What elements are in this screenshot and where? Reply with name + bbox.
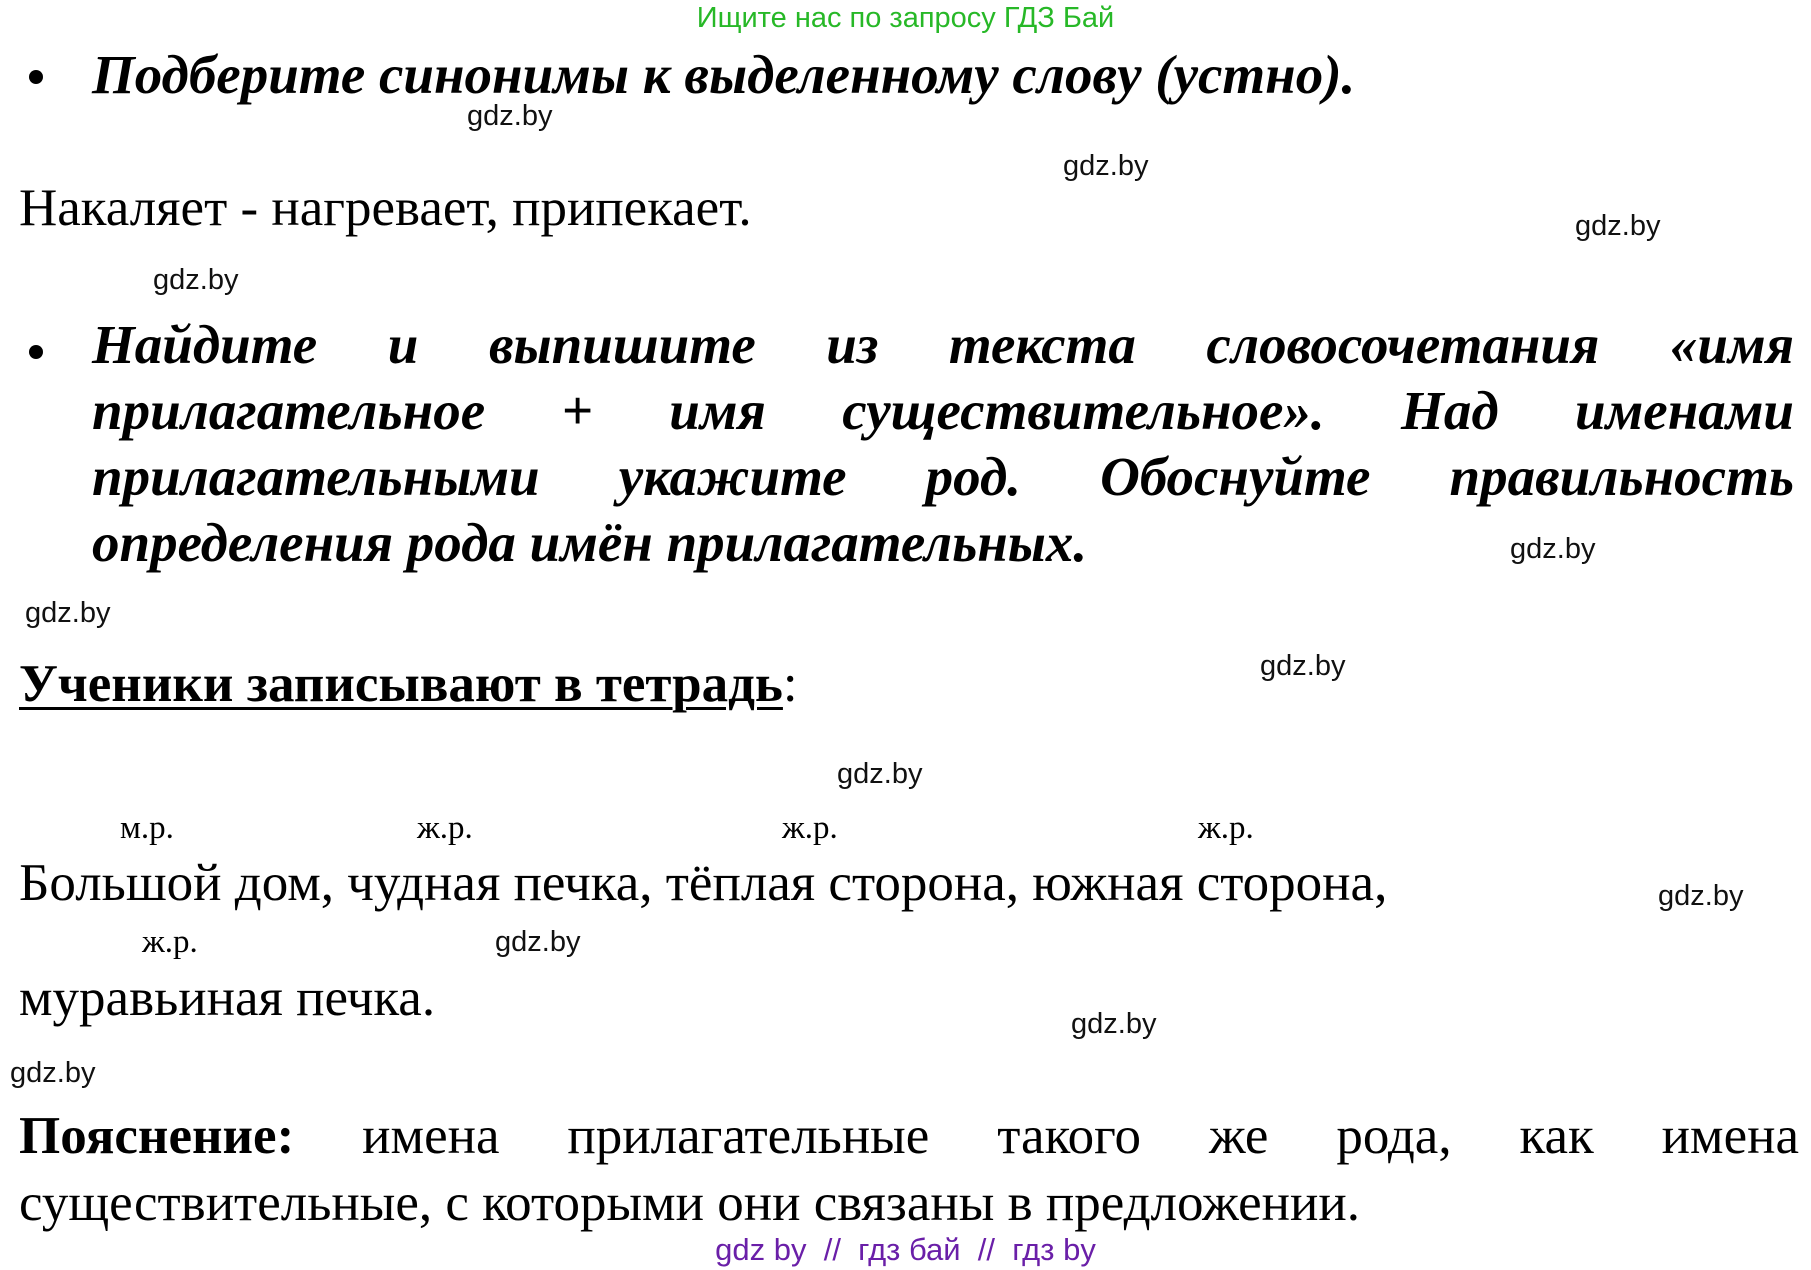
watermark: gdz.by xyxy=(1575,210,1661,242)
phrases-line1: Большой дом, чудная печка, тёплая сторона, южная сторона, xyxy=(19,854,1388,912)
watermark: gdz.by xyxy=(837,758,923,790)
watermark: gdz.by xyxy=(1658,880,1744,912)
gender-mark: м.р. xyxy=(120,810,174,846)
answer1-text: Накаляет - нагревает, припекает. xyxy=(19,179,752,237)
explanation-line2: существительные, с которыми они связаны в предложении. xyxy=(19,1174,1360,1232)
gender-mark: ж.р. xyxy=(782,810,838,846)
task2-line: прилагательное + имя существительное». Над именами xyxy=(92,380,1794,441)
watermark: gdz.by xyxy=(153,264,239,296)
gender-mark: ж.р. xyxy=(1198,810,1254,846)
phrases-line2: муравьиная печка. xyxy=(19,969,436,1027)
footer-links[interactable]: gdz by // гдз бай // гдз by xyxy=(715,1232,1096,1267)
explanation-line1-text: имена прилагательные такого же рода, как имена xyxy=(362,1107,1799,1165)
watermark: gdz.by xyxy=(1510,533,1596,565)
watermark: gdz.by xyxy=(1260,650,1346,682)
task2-line: определения рода имён прилагательных. xyxy=(92,512,1088,573)
task2-line: прилагательными укажите род. Обоснуйте правильность xyxy=(92,446,1794,507)
explanation xyxy=(19,1103,1799,1237)
watermark: gdz.by xyxy=(495,926,581,958)
watermark: gdz.by xyxy=(10,1057,96,1089)
bullet-task1 xyxy=(29,70,43,84)
watermark: gdz.by xyxy=(1071,1008,1157,1040)
watermark: gdz.by xyxy=(467,100,553,132)
watermark: gdz.by xyxy=(1063,150,1149,182)
notebook-heading-text: Ученики записывают в тетрадь xyxy=(19,655,783,713)
gender-mark: ж.р. xyxy=(417,810,473,846)
explanation-line1 xyxy=(19,1103,1799,1170)
search-hint-link[interactable]: Ищите нас по запросу ГДЗ Бай xyxy=(696,2,1115,34)
bullet-task2 xyxy=(29,345,43,359)
gender-mark: ж.р. xyxy=(142,924,198,960)
notebook-heading-colon: : xyxy=(782,655,798,713)
task1-text: Подберите синонимы к выделенному слову (устно). xyxy=(92,44,1356,105)
task2-line: Найдите и выпишите из текста словосочетания «имя xyxy=(92,314,1794,375)
notebook-heading xyxy=(19,654,798,714)
explanation-label: Пояснение: xyxy=(19,1107,295,1165)
watermark: gdz.by xyxy=(25,597,111,629)
